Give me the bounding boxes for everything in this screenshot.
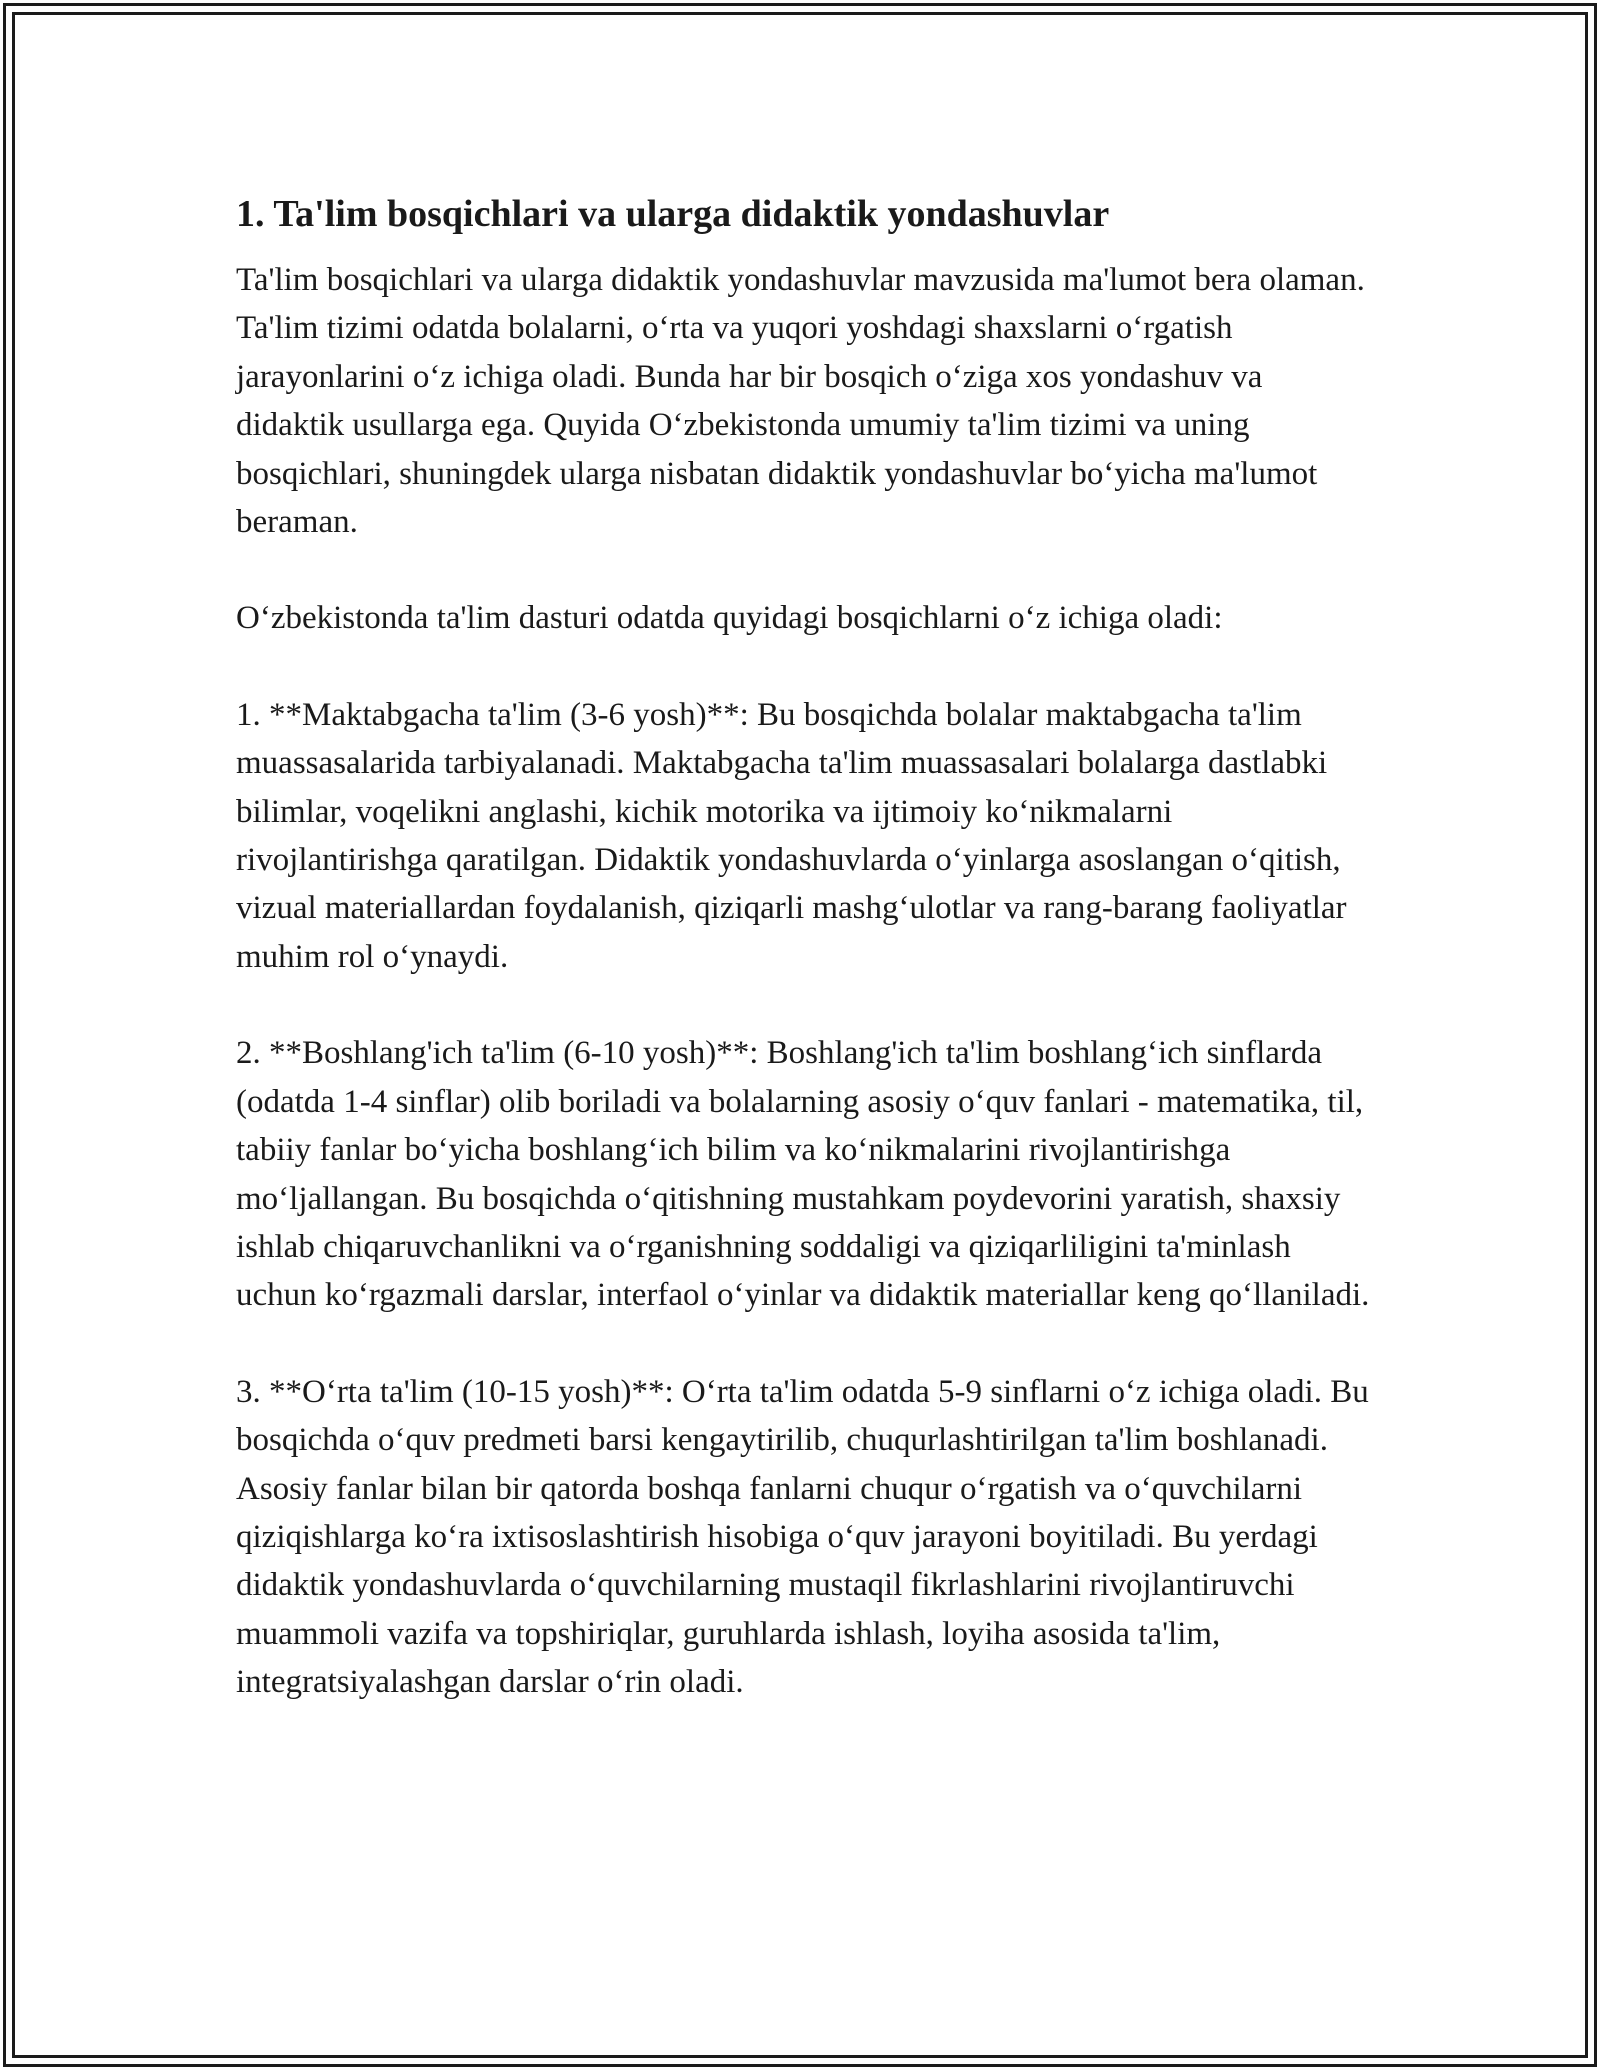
- stage-primary-paragraph: 2. **Boshlang'ich ta'lim (6-10 yosh)**: Boshlang'ich ta'lim boshlang‘ich sinflarda (odatda 1-4 sinflar) olib boriladi va bolalarning asosiy o‘quv fanlari - matematika, til, tabiiy fanlar bo‘yicha boshlang‘ich bilim va ko‘nikmalarini rivojlantirishga mo‘ljallangan. Bu bosqichda o‘qitishning mustahkam poydevorini yaratish, shaxsiy ishlab chiqaruvchanlikni va o‘rganishning soddaligi va qiziqarliligini ta'minlash uchun ko‘rgazmali darslar, interfaol o‘yinlar va didaktik materiallar keng qo‘llaniladi.: [236, 1035, 1370, 1314]
- document-body: [236, 186, 1376, 1755]
- intro-paragraph: Ta'lim bosqichlari va ularga didaktik yondashuvlar mavzusida ma'lumot bera olaman. Ta'lim tizimi odatda bolalarni, o‘rta va yuqori yoshdagi shaxslarni o‘rgatish jarayonlarini o‘z ichiga oladi. Bunda har bir bosqich o‘ziga xos yondashuv va didaktik usullarga ega. Quyida O‘zbekistonda umumiy ta'lim tizimi va uning bosqichlari, shuningdek ularga nisbatan didaktik yondashuvlar bo‘yicha ma'lumot beraman.: [236, 262, 1365, 541]
- stages-intro-paragraph: O‘zbekistonda ta'lim dasturi odatda quyidagi bosqichlarni o‘z ichiga oladi:: [236, 600, 1223, 637]
- stage-secondary-paragraph: 3. **O‘rta ta'lim (10-15 yosh)**: O‘rta ta'lim odatda 5-9 sinflarni o‘z ichiga oladi. Bu bosqichda o‘quv predmeti barsi kengaytirilib, chuqurlashtirilgan ta'lim boshlanadi. Asosiy fanlar bilan bir qatorda boshqa fanlarni chuqur o‘rgatish va o‘quvchilarni qiziqishlarga ko‘ra ixtisoslashtirish hisobiga o‘quv jarayoni boyitiladi. Bu yerdagi didaktik yondashuvlarda o‘quvchilarning mustaqil fikrlashlarini rivojlantiruvchi muammoli vazifa va topshiriqlar, guruhlarda ishlash, loyiha asosida ta'lim, integratsiyalashgan darslar o‘rin oladi.: [236, 1373, 1369, 1701]
- stage-preschool-paragraph: 1. **Maktabgacha ta'lim (3-6 yosh)**: Bu bosqichda bolalar maktabgacha ta'lim muassasalarida tarbiyalanadi. Maktabgacha ta'lim muassasalari bolalarga dastlabki bilimlar, voqelikni anglashi, kichik motorika va ijtimoiy ko‘nikmalarni rivojlantirishga qaratilgan. Didaktik yondashuvlarda o‘yinlarga asoslangan o‘qitish, vizual materiallardan foydalanish, qiziqarli mashg‘ulotlar va rang-barang faoliyatlar muhim rol o‘ynaydi.: [236, 696, 1347, 975]
- section-heading: 1. Ta'lim bosqichlari va ularga didaktik yondashuvlar: [236, 193, 1110, 235]
